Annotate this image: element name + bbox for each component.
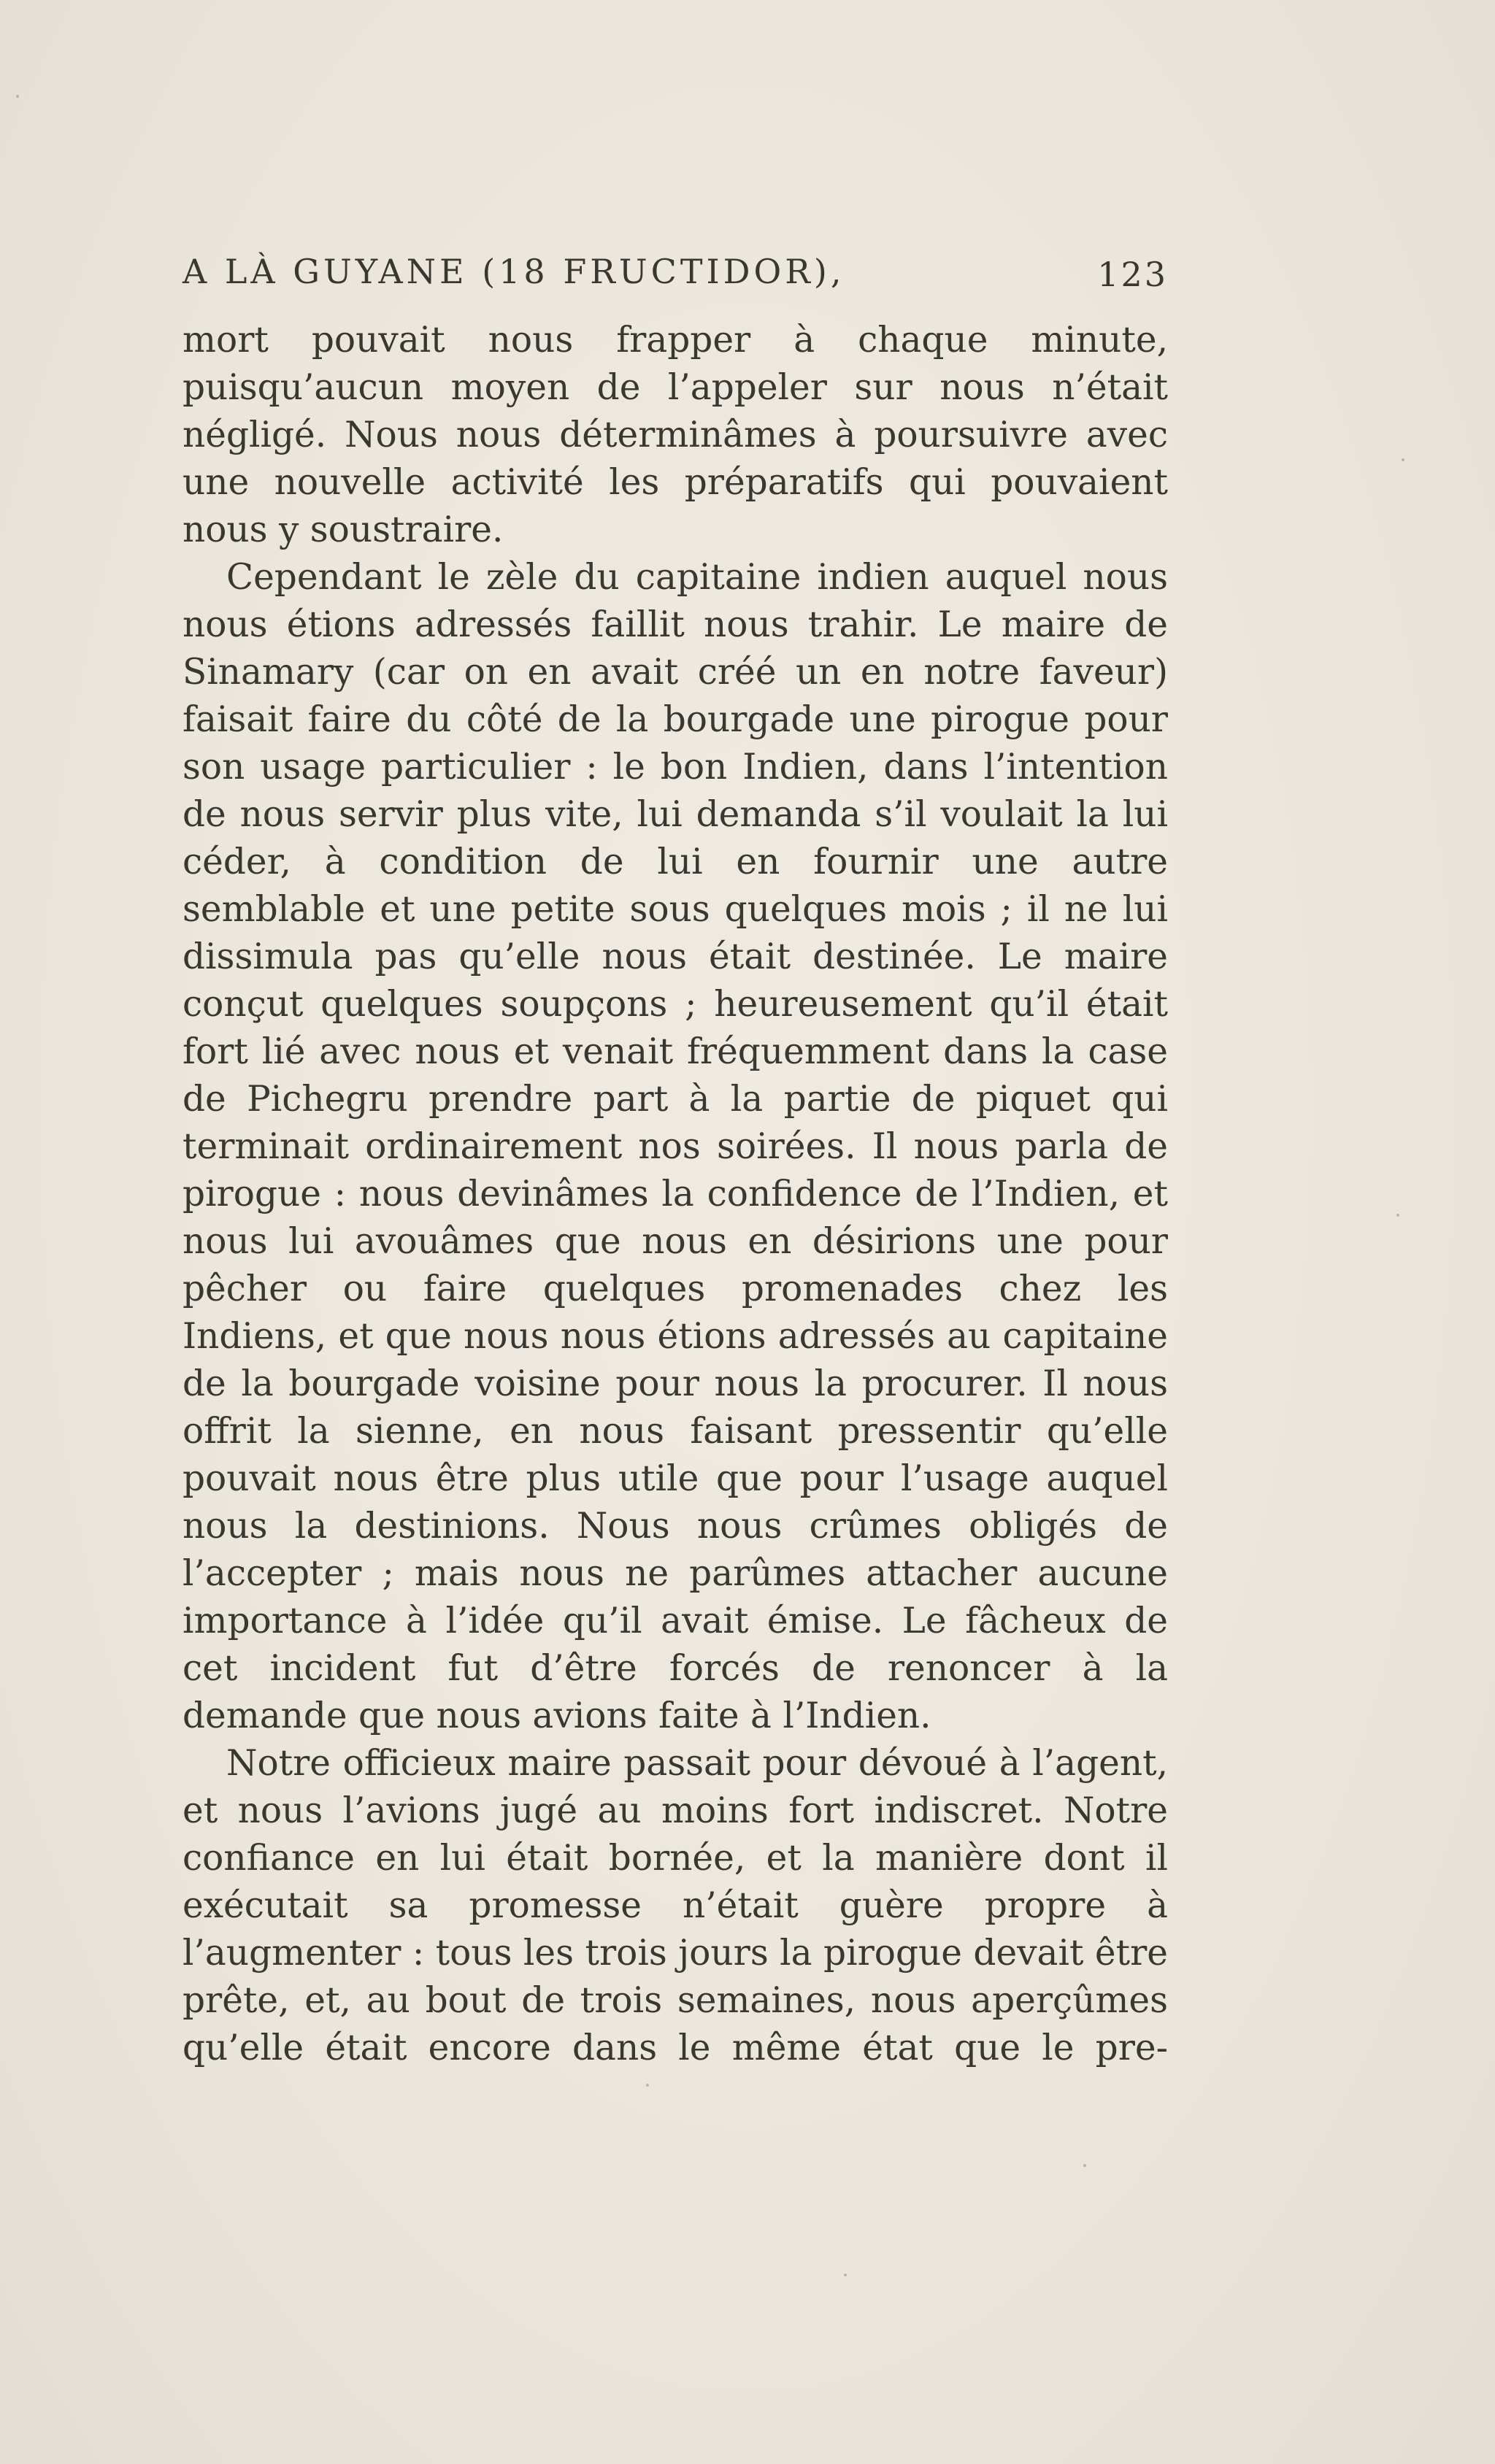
running-title: A LÀ GUYANE (18 FRUCTIDOR), [182,252,845,291]
paper-speck [1083,2164,1086,2167]
paper-speck [844,2274,847,2276]
paper-speck [1396,1214,1399,1217]
paragraph-last: Notre officieux maire passait pour dévoué à l’agent, et nous l’avions jugé au moins fort indiscret. Notre confiance en lui était bornée, et la manière dont il exécutait sa promesse n’était guère propre à l’augmenter : tous les trois jours la pirogue devait être prête, et, au bout de trois semaines, nous aperçûmes qu’elle était encore dans le même état que le pre- [182,1743,1168,2068]
body-text [182,317,1168,2072]
paper-speck [1402,458,1404,461]
page-number: 123 [1097,255,1168,294]
paragraph-continued: mort pouvait nous frapper à chaque minute, puisqu’aucun moyen de l’appeler sur nous n’était négligé. Nous nous déterminâmes à poursuivre avec une nouvelle activité les préparatifs qui pouvaient nous y soustraire. [182,320,1168,550]
running-head [182,252,1168,296]
paper-speck [16,95,19,98]
paper-speck [646,2084,649,2087]
paragraph: Cependant le zèle du capitaine indien auquel nous nous étions adressés faillit nous trahir. Le maire de Sinamary (car on en avait créé un en notre faveur) faisait faire du côté de la bourgade une pirogue pour son usage particulier : le bon Indien, dans l’intention de nous servir plus vite, lui demanda s’il voulait la lui céder, à condition de lui en fournir une autre semblable et une petite sous quelques mois ; il ne lui dissimula pas qu’elle nous était destinée. Le maire conçut quelques soupçons ; heureusement qu’il était fort lié avec nous et venait fréquemment dans la case de Pichegru prendre part à la partie de piquet qui terminait ordinairement nos soirées. Il nous parla de pirogue : nous devinâmes la confidence de l’Indien, et nous lui avouâmes que nous en désirions une pour pêcher ou faire quelques promenades chez les Indiens, et que nous nous étions adressés au capitaine de la bourgade voisine pour nous la procurer. Il nous offrit la sienne, en nous faisant pressentir qu’elle pouvait nous être plus utile que pour l’usage auquel nous la destinions. Nous nous crûmes obligés de l’accepter ; mais nous ne parûmes attacher aucune importance à l’idée qu’il avait émise. Le fâcheux de cet incident fut d’être forcés de renoncer à la demande que nous avions faite à l’Indien. [182,557,1168,1736]
